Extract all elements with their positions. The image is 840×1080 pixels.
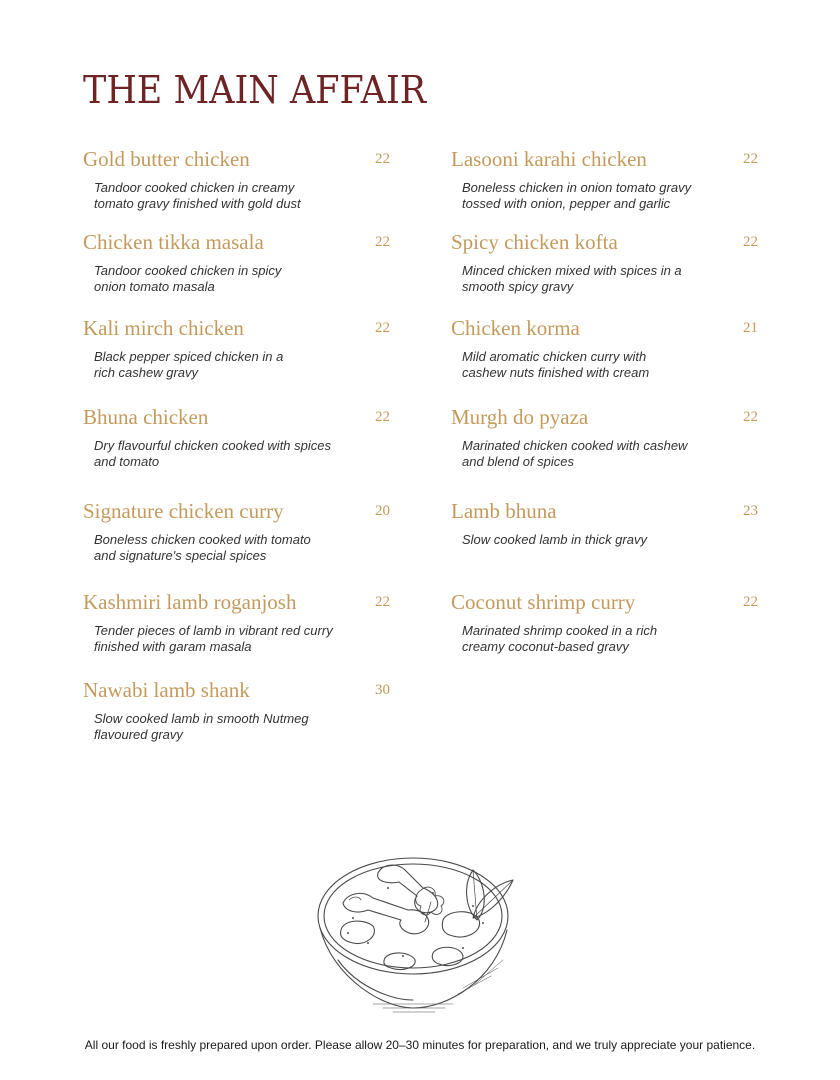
description-line: Black pepper spiced chicken in a — [94, 349, 284, 364]
description-line: finished with garam masala — [94, 639, 252, 654]
description-line: and blend of spices — [462, 454, 575, 469]
description-line: rich cashew gravy — [94, 365, 199, 380]
dish-description — [462, 180, 732, 212]
description-line: smooth spicy gravy — [462, 279, 574, 294]
footer-note: All our food is freshly prepared upon order. Please allow 20–30 minutes for preparation, and we truly appreciate your patience. — [84, 1038, 756, 1052]
dish-description — [94, 532, 364, 564]
dish-description — [94, 349, 364, 381]
dish-name: Murgh do pyaza — [451, 405, 589, 429]
dish-price: 22 — [375, 151, 390, 167]
dish-price: 22 — [743, 594, 758, 610]
description-line: and signature's special spices — [94, 548, 267, 563]
description-line: Marinated chicken cooked with cashew — [462, 438, 688, 453]
dish-price: 23 — [743, 503, 758, 519]
curry-bowl-illustration — [313, 848, 523, 1018]
dish-price: 22 — [375, 320, 390, 336]
description-line: Tandoor cooked chicken in creamy — [94, 180, 295, 195]
dish-price: 22 — [743, 234, 758, 250]
dish-description — [94, 711, 364, 743]
page-title: THE MAIN AFFAIR — [83, 68, 427, 112]
dish-description — [462, 532, 732, 548]
description-line: and tomato — [94, 454, 160, 469]
dish-name: Chicken tikka masala — [83, 230, 264, 254]
dish-description — [462, 263, 732, 295]
description-line: Boneless chicken in onion tomato gravy — [462, 180, 692, 195]
description-line: Marinated shrimp cooked in a rich — [462, 623, 658, 638]
dish-description — [462, 349, 732, 381]
description-line: Slow cooked lamb in thick gravy — [462, 532, 647, 547]
dish-name: Coconut shrimp curry — [451, 590, 636, 614]
dish-name: Gold butter chicken — [83, 147, 250, 171]
dish-price: 22 — [743, 409, 758, 425]
description-line: Dry flavourful chicken cooked with spices — [94, 438, 331, 453]
dish-price: 21 — [743, 320, 758, 336]
description-line: Boneless chicken cooked with tomato — [94, 532, 311, 547]
dish-description — [94, 180, 364, 212]
dish-description — [94, 438, 364, 470]
dish-price: 22 — [743, 151, 758, 167]
dish-description — [462, 623, 732, 655]
dish-description — [94, 623, 364, 655]
dish-name: Kashmiri lamb roganjosh — [83, 590, 297, 614]
description-line: cashew nuts finished with cream — [462, 365, 650, 380]
dish-name: Lamb bhuna — [451, 499, 557, 523]
description-line: tossed with onion, pepper and garlic — [462, 196, 671, 211]
dish-name: Bhuna chicken — [83, 405, 209, 429]
dish-price: 22 — [375, 409, 390, 425]
dish-price: 20 — [375, 503, 390, 519]
dish-name: Spicy chicken kofta — [451, 230, 618, 254]
dish-price: 30 — [375, 682, 390, 698]
description-line: Tandoor cooked chicken in spicy — [94, 263, 282, 278]
description-line: Minced chicken mixed with spices in a — [462, 263, 682, 278]
dish-name: Chicken korma — [451, 316, 580, 340]
dish-name: Nawabi lamb shank — [83, 678, 250, 702]
description-line: creamy coconut-based gravy — [462, 639, 629, 654]
description-line: flavoured gravy — [94, 727, 183, 742]
dish-description — [462, 438, 732, 470]
description-line: onion tomato masala — [94, 279, 215, 294]
dish-description — [94, 263, 364, 295]
description-line: Slow cooked lamb in smooth Nutmeg — [94, 711, 309, 726]
description-line: Tender pieces of lamb in vibrant red curry — [94, 623, 333, 638]
dish-name: Kali mirch chicken — [83, 316, 244, 340]
dish-price: 22 — [375, 594, 390, 610]
description-line: Mild aromatic chicken curry with — [462, 349, 647, 364]
dish-name: Signature chicken curry — [83, 499, 284, 523]
dish-name: Lasooni karahi chicken — [451, 147, 647, 171]
dish-price: 22 — [375, 234, 390, 250]
description-line: tomato gravy finished with gold dust — [94, 196, 301, 211]
